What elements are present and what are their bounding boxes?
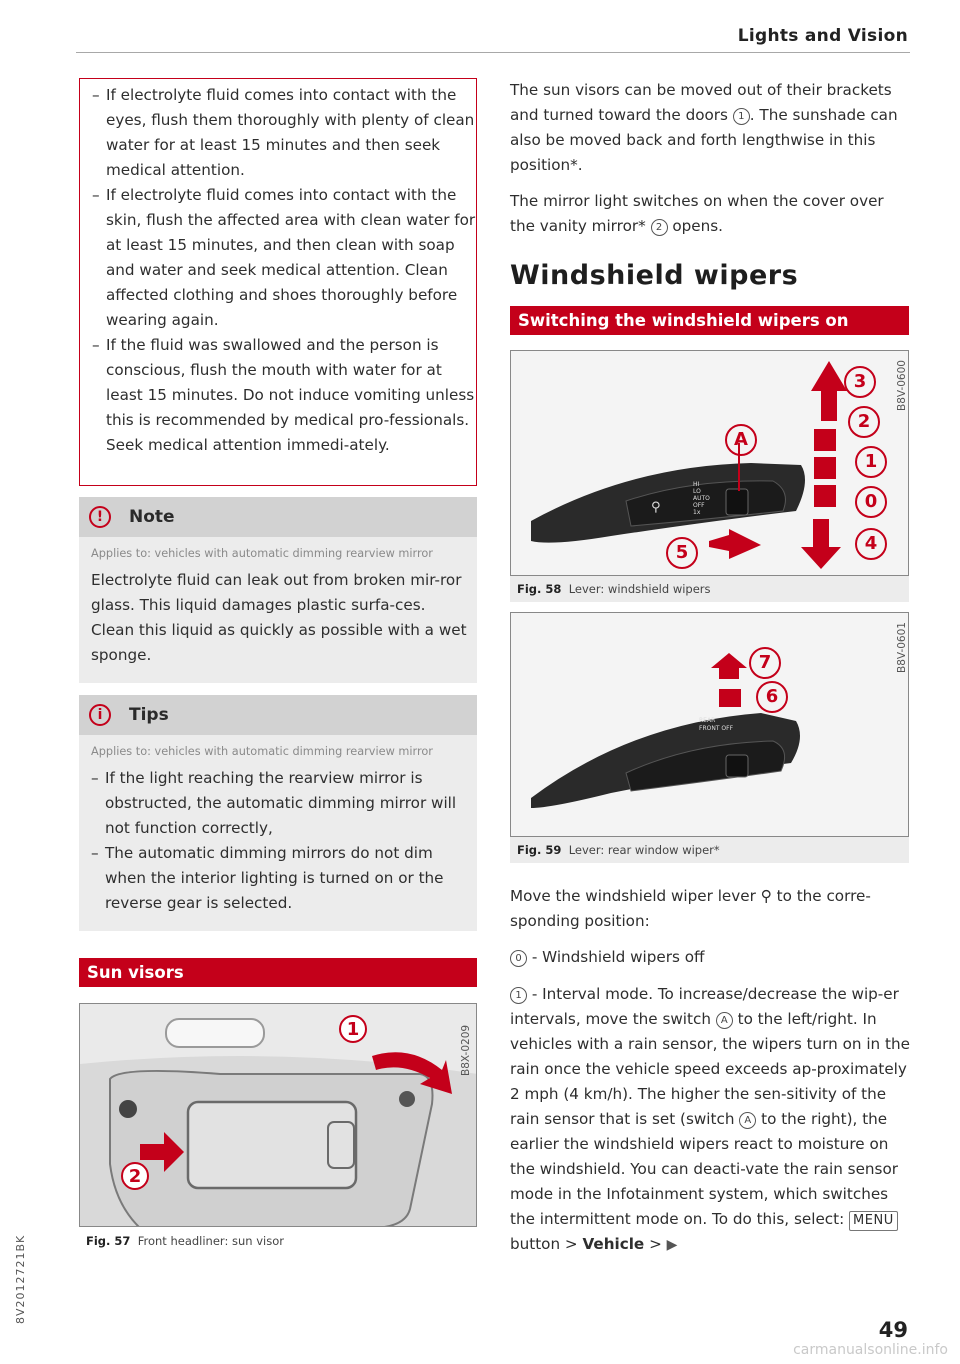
sun-visor-paragraph: [510, 78, 910, 178]
callout-1: 1: [339, 1015, 367, 1043]
tips-label: Tips: [129, 705, 169, 725]
callout-label: A: [725, 424, 757, 456]
warning-item: – If the fluid was swallowed and the person is conscious, flush the mouth with water for at least 15 minutes. Do not induce vomiting unless this is recommended by medical pro-fessionals. Seek medical attention immedi-ately.: [80, 333, 476, 458]
exclamation-icon: !: [89, 506, 111, 528]
figure-id: B8X-0209: [460, 1024, 472, 1076]
callout-4: [855, 528, 887, 560]
wiper-position-1: [510, 982, 910, 1258]
note-body: Electrolyte fluid can leak out from broken mir-ror glass. This liquid damages plastic surfa-ces. Clean this liquid as quickly as possible with a wet sponge.: [91, 571, 467, 664]
tips-header: [79, 695, 477, 735]
wiper-symbol: ⚲: [651, 500, 661, 515]
tips-applies: Applies to: vehicles with automatic dimming rearview mirror: [91, 745, 433, 758]
fig57-caption: [86, 1234, 284, 1248]
vehicle-menu-path: Vehicle: [582, 1235, 645, 1253]
callout-label: 6: [756, 681, 788, 713]
lever-labels: [699, 717, 733, 733]
figure-sun-visor: [79, 1003, 477, 1227]
note-box: [79, 497, 477, 683]
continue-arrow-icon: ▶: [666, 1237, 678, 1253]
lever-label: REAR: [699, 717, 716, 724]
lever-label: LO: [693, 488, 701, 495]
circle-ref-A: A: [716, 1012, 733, 1029]
header-title: Lights and Vision: [737, 26, 908, 46]
circle-ref-1: 1: [510, 987, 527, 1004]
warning-box: [79, 78, 477, 486]
lever-label: AUTO: [693, 495, 710, 502]
fig58-caption-number: Fig. 58: [517, 582, 562, 596]
tips-box: [79, 695, 477, 931]
page-number: 49: [878, 1318, 908, 1342]
callout-label: 7: [749, 647, 781, 679]
fig59-caption-number: Fig. 59: [517, 843, 562, 857]
windshield-wipers-title: Windshield wipers: [510, 260, 799, 291]
note-header: [79, 497, 477, 537]
callout-0: [855, 486, 887, 518]
fig57-caption-text: Front headliner: sun visor: [137, 1234, 284, 1248]
lever-label: 1x: [693, 509, 701, 516]
callout-label: 0: [855, 486, 887, 518]
text-run: >: [564, 1235, 578, 1253]
fig57-caption-number: Fig. 57: [86, 1234, 131, 1248]
text-run: button: [510, 1235, 561, 1253]
text-run: to the left/right. In vehicles with a rain sensor, the wipers turn on in the rain once the vehicle speed exceeds ap-proximately 2 mph (4 km/h). The higher the sen-sitivity of the rain sensor that is set (switch: [510, 1010, 910, 1128]
tips-item: – The automatic dimming mirrors do not dim when the interior lighting is turned on or the reverse gear is selected.: [79, 841, 469, 916]
text-run: The sun visors can be moved out of their brackets and turned toward the doors: [510, 81, 892, 124]
circle-ref-0: 0: [510, 950, 527, 967]
info-icon: i: [89, 704, 111, 726]
sun-visors-heading: Sun visors: [79, 958, 477, 987]
text-run: The mirror light switches on when the cover over the vanity mirror*: [510, 192, 884, 235]
text-run: to the right), the earlier the windshield wipers react to moisture on the windshield. You can deacti-vate the rain sensor mode in the Infotainment system, which switches the intermittent mode on. To do this, select:: [510, 1110, 899, 1228]
figure-rear-wiper-lever: [510, 612, 909, 837]
sun-visor-illustration: [80, 1004, 477, 1227]
tips-item: – If the light reaching the rearview mirror is obstructed, the automatic dimming mirror will not function correctly,: [79, 766, 469, 841]
lever-label: HI: [693, 481, 700, 488]
callout-3: [844, 366, 876, 398]
callout-label: 5: [666, 537, 698, 569]
lever-label: OFF: [693, 502, 705, 509]
figure-wiper-lever: [510, 350, 909, 576]
wiper-intro: [510, 884, 910, 934]
callout-7: [749, 647, 781, 679]
text-run: to the corre-sponding position:: [510, 887, 871, 930]
circle-ref-2: 2: [651, 219, 668, 236]
text-run: - Interval mode. To increase/decrease the wip-er intervals, move the switch: [510, 985, 899, 1028]
callout-label: 4: [855, 528, 887, 560]
watermark: carmanualsonline.info: [793, 1342, 948, 1358]
switching-wipers-heading: Switching the windshield wipers on: [510, 306, 909, 335]
wiper-lever-icon: ⚲: [760, 887, 772, 905]
note-label: Note: [129, 507, 175, 527]
mirror-light-paragraph: [510, 189, 910, 239]
callout-label: 3: [844, 366, 876, 398]
note-applies: Applies to: vehicles with automatic dimming rearview mirror: [91, 547, 433, 560]
menu-key: MENU: [849, 1211, 898, 1231]
warning-list: [80, 83, 476, 458]
warning-item: – If electrolyte fluid comes into contact with the eyes, flush them thoroughly with plenty of clean water for at least 15 minutes and then seek medical attention.: [80, 83, 476, 183]
text-run: - Windshield wipers off: [531, 948, 705, 966]
callout-label: 1: [855, 446, 887, 478]
callout-1: [855, 446, 887, 478]
text-run: Move the windshield wiper lever: [510, 887, 756, 905]
wiper-position-0: [510, 945, 910, 970]
fig58-caption: [517, 582, 711, 596]
lever-label: FRONT: [699, 725, 720, 732]
circle-ref-A: A: [739, 1112, 756, 1129]
circle-ref-1: 1: [733, 108, 750, 125]
lever-label: OFF: [721, 725, 734, 732]
header-divider: [76, 52, 910, 53]
callout-5: [666, 537, 698, 569]
text-run: opens.: [672, 217, 724, 235]
figure-id: B8V-0600: [896, 360, 908, 411]
callout-2: 2: [121, 1162, 149, 1190]
callout-6: [756, 681, 788, 713]
fig59-caption-text: Lever: rear window wiper*: [568, 843, 720, 857]
tips-list: [79, 766, 469, 916]
warning-item: – If electrolyte fluid comes into contact with the skin, flush the affected area with clean water for at least 15 minutes, and then clean with soap and water and seek medical attention. Clean affected clothing and shoes thoroughly before wearing again.: [80, 183, 476, 333]
lever-labels: [693, 481, 710, 516]
text-run: >: [649, 1235, 662, 1253]
figure-id: B8V-0601: [896, 622, 908, 673]
callout-label: 2: [848, 406, 880, 438]
callout-A: [725, 424, 757, 456]
text-run: . The sunshade can also be moved back and forth lengthwise in this position*.: [510, 106, 898, 174]
document-code: 8V2012721BK: [14, 1234, 27, 1324]
fig58-caption-text: Lever: windshield wipers: [568, 582, 711, 596]
fig59-caption: [517, 843, 720, 857]
callout-2: [848, 406, 880, 438]
